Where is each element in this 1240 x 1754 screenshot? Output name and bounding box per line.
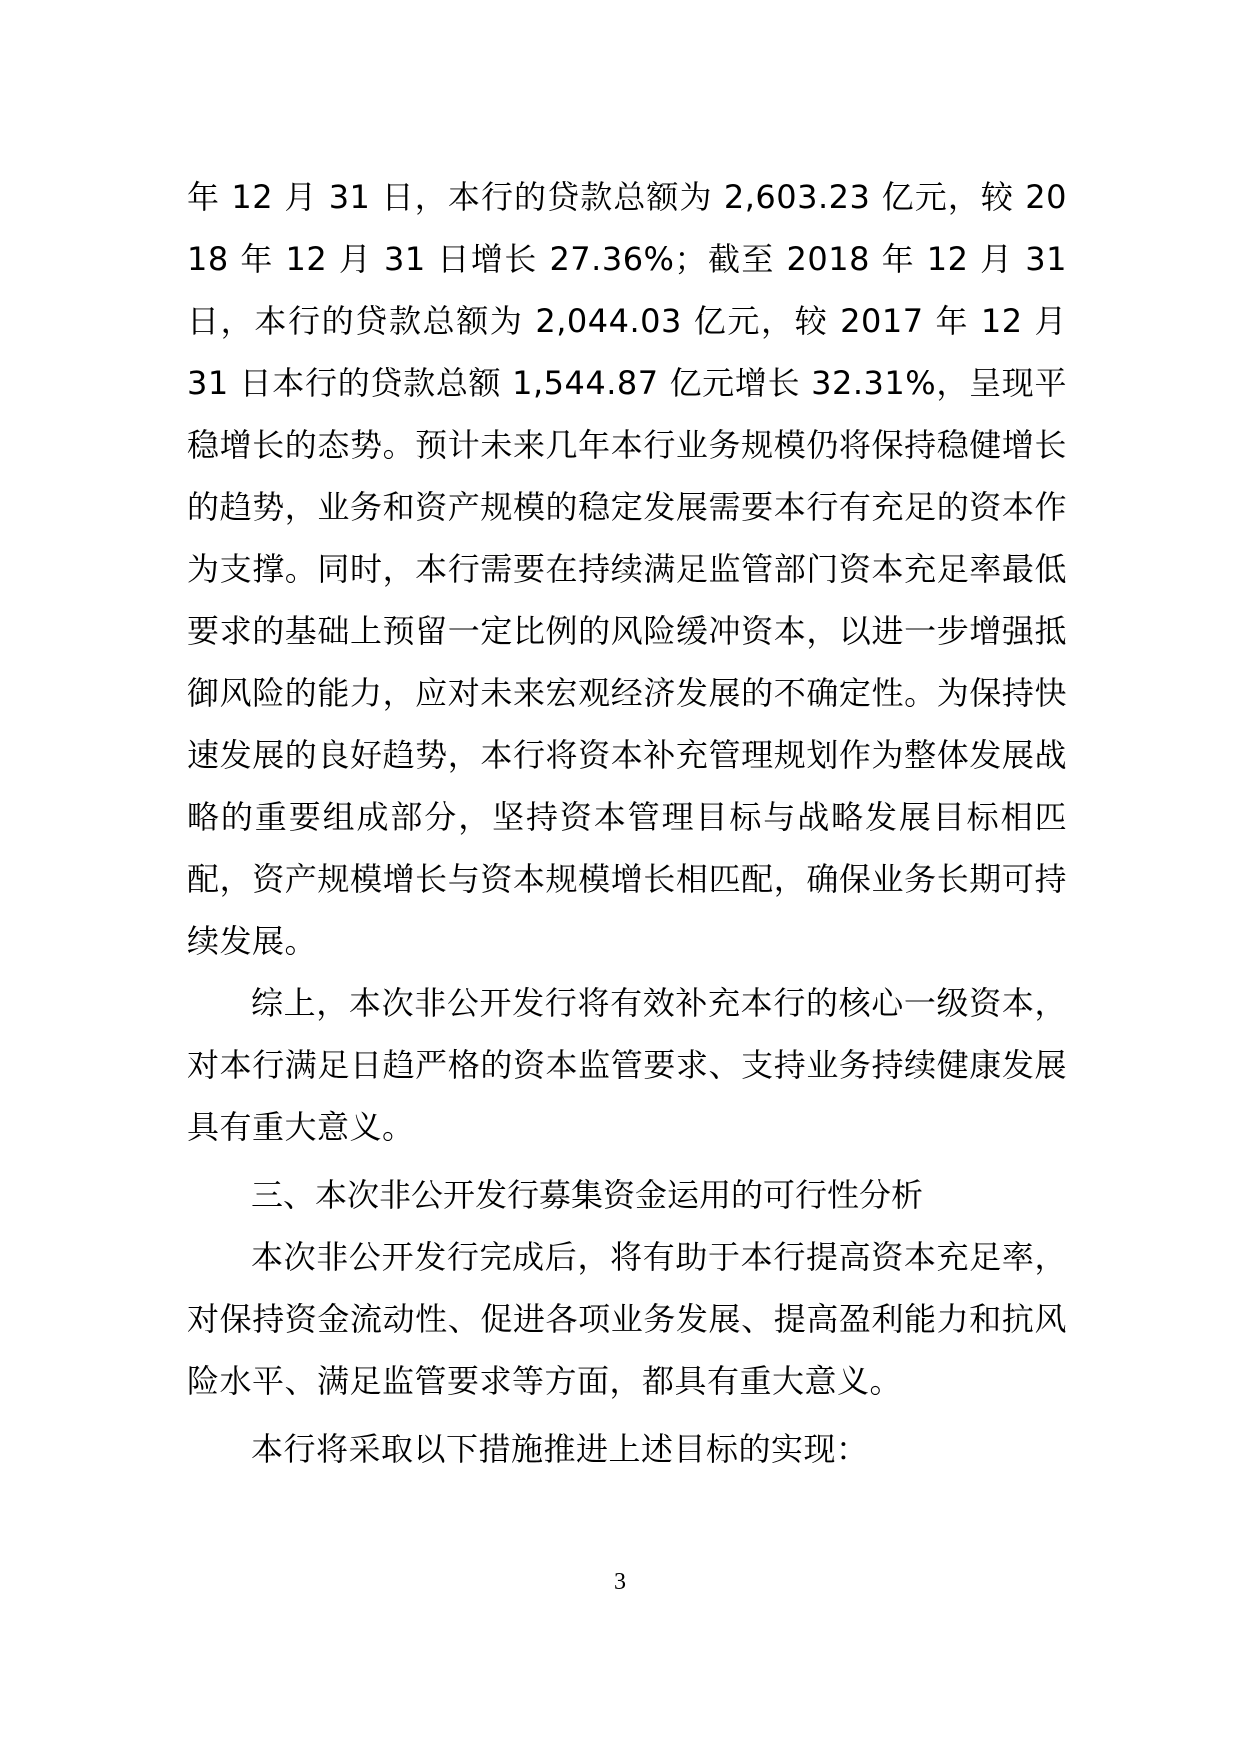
section-heading-feasibility: 三、本次非公开发行募集资金运用的可行性分析 [251, 1176, 924, 1214]
paragraph-measures-intro: 本行将采取以下措施推进上述目标的实现： [251, 1430, 869, 1468]
paragraph-feasibility: 本次非公开发行完成后，将有助于本行提高资本充足率，对保持资金流动性、促进各项业务发展、提高盈利能力和抗风险水平、满足监管要求等方面，都具有重大意义。 [187, 1238, 1067, 1400]
paragraph-summary: 综上，本次非公开发行将有效补充本行的核心一级资本，对本行满足日趋严格的资本监管要求、支持业务持续健康发展具有重大意义。 [187, 984, 1067, 1146]
paragraph-loan-growth: 年 12 月 31 日，本行的贷款总额为 2,603.23 亿元，较 2018 年 12 月 31 日增长 27.36%；截至 2018 年 12 月 31 日，本行的贷款总额为 2,044.03 亿元，较 2017 年 12 月 31 日本行的贷款总额 1,544.87 亿元增长 32.31%，呈现平稳增长的态势。预计未来几年本行业务规模仍将保持稳健增长的趋势，业务和资产规模的稳定发展需要本行有充足的资本作为支撑。同时，本行需要在持续满足监管部门资本充足率最低要求的基础上预留一定比例的风险缓冲资本，以进一步增强抵御风险的能力，应对未来宏观经济发展的不确定性。为保持快速发展的良好趋势，本行将资本补充管理规划作为整体发展战略的重要组成部分，坚持资本管理目标与战略发展目标相匹配，资产规模增长与资本规模增长相匹配，确保业务长期可持续发展。 [187, 178, 1067, 960]
page-number: 3 [614, 1569, 626, 1595]
document-body [187, 166, 1067, 1480]
